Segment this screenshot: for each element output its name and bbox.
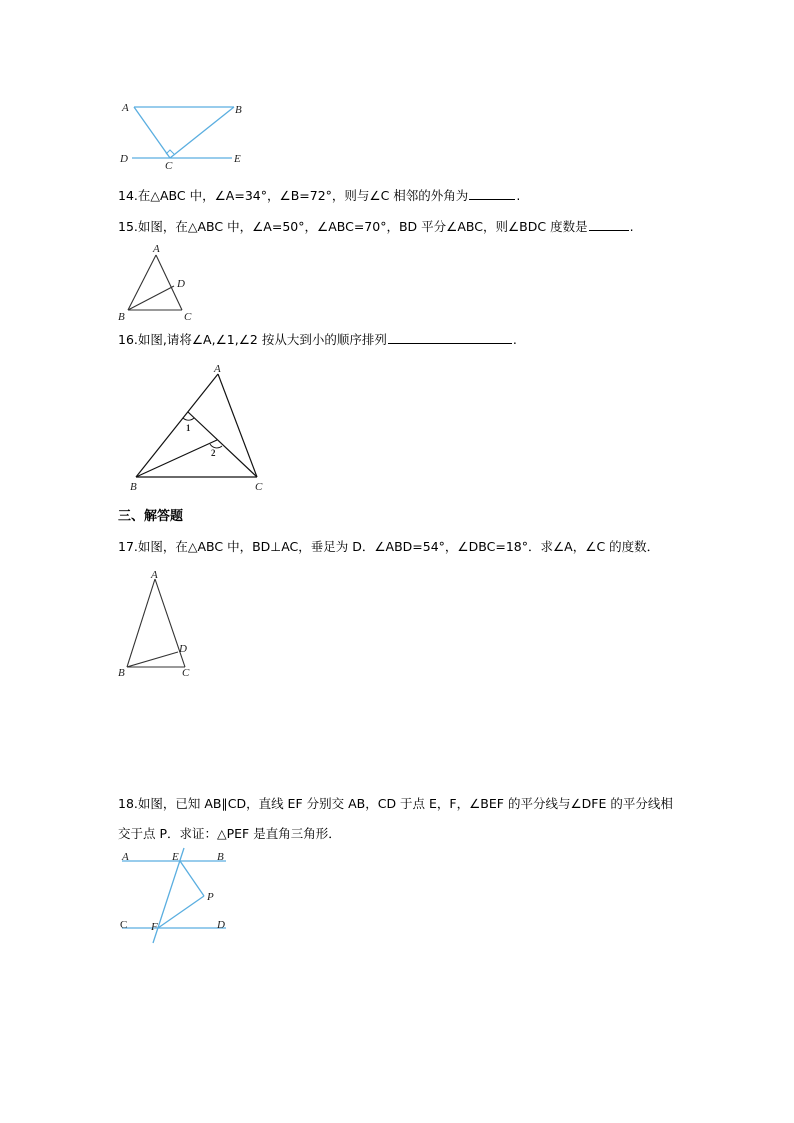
label-B: B [235,104,242,116]
figure-q17 [114,566,204,682]
figure-q18 [114,846,244,946]
label-A: A [153,243,160,255]
question-15-end: . [629,219,634,234]
question-14-end: . [516,188,521,203]
label-C: C [255,481,263,493]
label-D: D [177,278,185,290]
answer-blank-15[interactable] [589,217,629,231]
question-14-text: 14.在△ABC 中，∠A=34°，∠B=72°，则与∠C 相邻的外角为 [118,188,469,203]
label-C: C [120,919,128,931]
figure-q13 [114,96,264,176]
question-16 [118,330,517,349]
question-18-line-2: 交于点 P．求证：△PEF 是直角三角形． [118,826,341,841]
angle-1-label: 1 [186,423,191,433]
answer-blank-14[interactable] [469,186,515,200]
question-14 [118,186,520,205]
question-15 [118,217,634,236]
angle-2-label: 2 [211,448,216,458]
label-A: A [151,569,158,581]
label-P: P [207,891,214,903]
label-F: F [151,921,158,933]
question-17 [118,538,659,556]
question-18-line-1: 18.如图，已知 AB∥CD，直线 EF 分别交 AB，CD 于点 E，F，∠BEF 的平分线与∠DFE 的平分线相 [118,796,673,811]
figure-q16 [126,362,276,492]
question-17-text: 17.如图，在△ABC 中，BD⊥AC，垂足为 D．∠ABD=54°，∠DBC=18°．求∠A，∠C 的度数． [118,539,660,554]
label-C: C [184,311,192,323]
label-E: E [234,153,241,165]
label-C: C [165,160,173,172]
question-16-end: . [512,332,517,347]
question-18 [118,789,673,849]
label-A: A [214,363,221,375]
label-D: D [120,153,128,165]
label-B: B [118,667,125,679]
label-A: A [122,102,129,114]
label-A: A [122,851,129,863]
question-15-text: 15.如图，在△ABC 中，∠A=50°，∠ABC=70°，BD 平分∠ABC，则∠BDC 度数是 [118,219,588,234]
label-B: B [118,311,125,323]
label-B: B [217,851,224,863]
label-D: D [217,919,225,931]
label-E: E [172,851,179,863]
label-C: C [182,667,190,679]
figure-q15 [114,242,204,322]
label-B: B [130,481,137,493]
label-D: D [179,643,187,655]
section-heading: 三、解答题 [118,509,184,524]
question-16-text: 16.如图,请将∠A,∠1,∠2 按从大到小的顺序排列 [118,332,387,347]
answer-blank-16[interactable] [388,330,512,344]
